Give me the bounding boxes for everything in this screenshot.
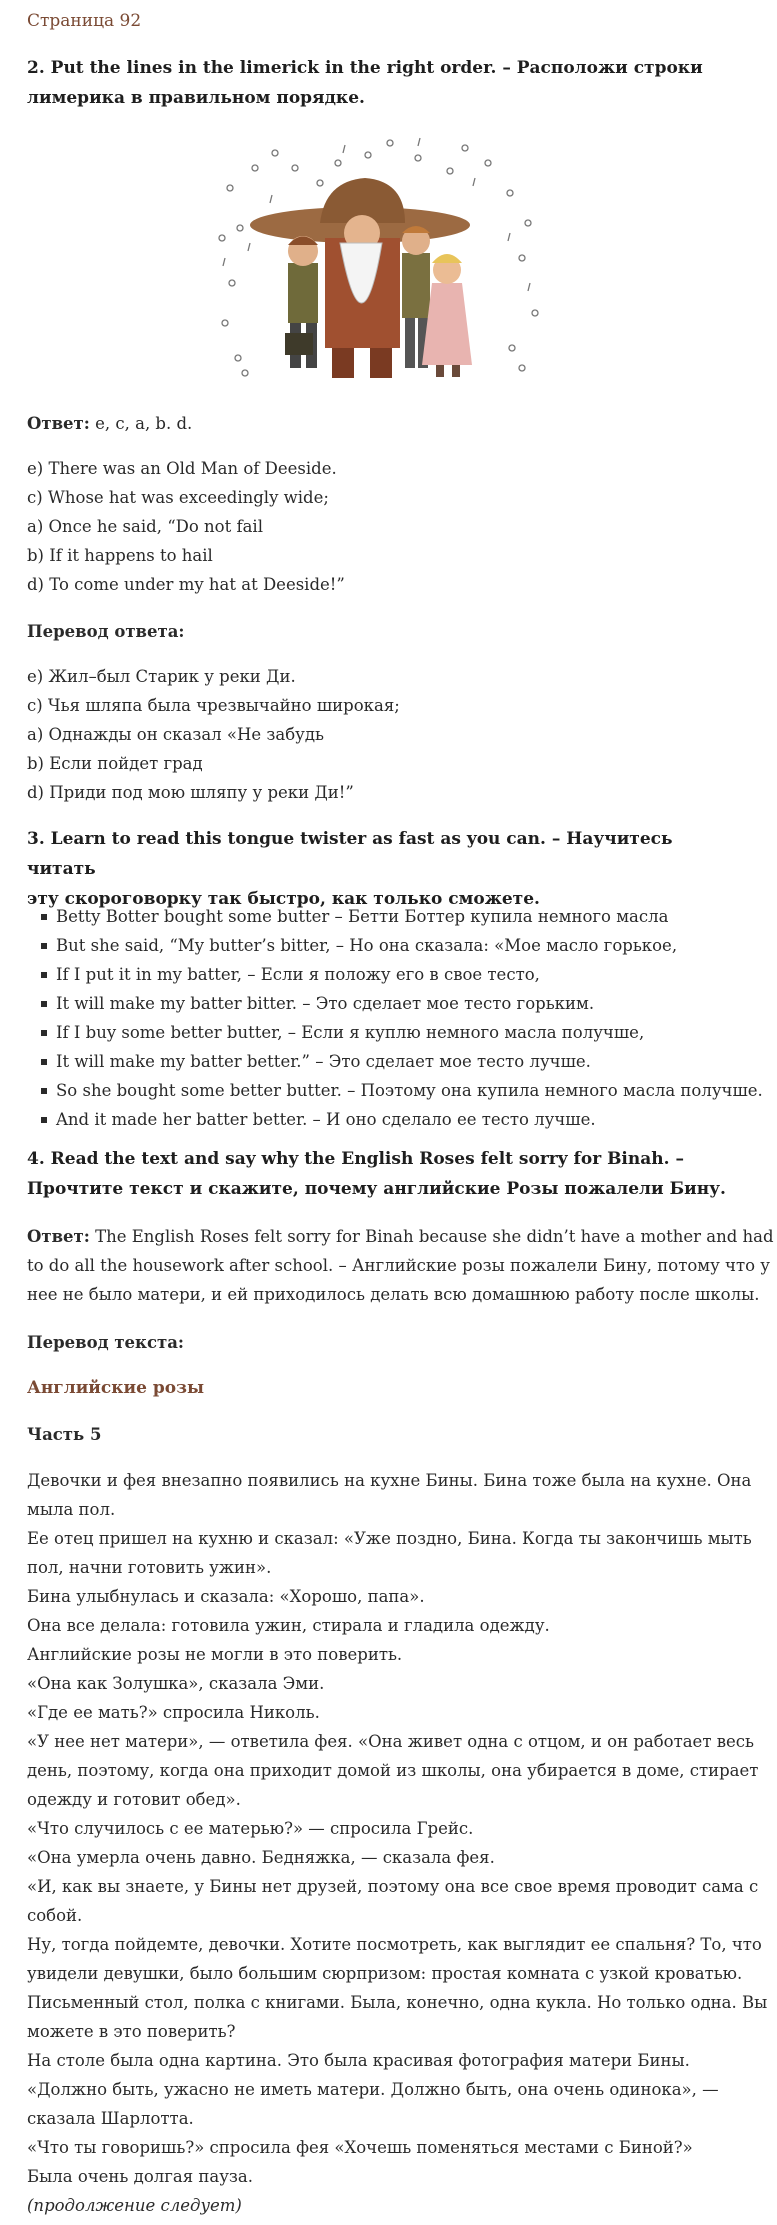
tongue-twister-list [56, 902, 763, 1134]
story-line: собой. [27, 1906, 83, 1925]
story-line: пол, начни готовить ужин». [27, 1558, 272, 1577]
list-item: So she bought some better butter. – Поэтому она купила немного масла получше. [56, 1076, 756, 1105]
task4-heading-line1: 4. Read the text and say why the English Roses felt sorry for Binah. – [27, 1149, 684, 1169]
task4-heading-line2: Прочтите текст и скажите, почему английские Розы пожалели Бину. [27, 1179, 726, 1199]
task4-heading [27, 1144, 747, 1204]
task4-translation-label: Перевод текста: [27, 1333, 185, 1352]
story-line: сказала Шарлотта. [27, 2109, 194, 2128]
task2-answer [27, 409, 757, 438]
limerick-line: d) To come under my hat at Deeside!” [27, 575, 345, 594]
task2-answer-value: e, c, a, b. d. [89, 414, 193, 433]
limerick-line: b) If it happens to hail [27, 546, 213, 565]
part-label: Часть 5 [27, 1425, 102, 1444]
list-item: If I buy some better butter, – Если я куплю немного масла получше, [56, 1018, 756, 1047]
story-line: одежду и готовит обед». [27, 1790, 241, 1809]
list-item: It will make my batter bitter. – Это сделает мое тесто горьким. [56, 989, 756, 1018]
story-line: Она все делала: готовила ужин, стирала и гладила одежду. [27, 1616, 550, 1635]
story-line: «Она как Золушка», сказала Эми. [27, 1674, 325, 1693]
task4-answer-text: to do all the housework after school. – Английские розы пожалели Бину, потому что у [27, 1256, 770, 1275]
task3-heading-line2: эту скороговорку так быстро, как только сможете. [27, 889, 540, 909]
story-line: «Что случилось с ее матерью?» — спросила Грейс. [27, 1819, 474, 1838]
task4-answer-text: The English Roses felt sorry for Binah because she didn’t have a mother and had [89, 1227, 774, 1246]
limerick-translation-lines [27, 662, 747, 807]
task4-answer-label: Ответ: [27, 1227, 90, 1246]
limerick-line: e) There was an Old Man of Deeside. [27, 459, 337, 478]
translation-line: c) Чья шляпа была чрезвычайно широкая; [27, 696, 400, 715]
task3-heading [27, 824, 747, 914]
translation-line: e) Жил–был Старик у реки Ди. [27, 667, 296, 686]
bullet-icon [41, 1059, 47, 1065]
story-line: Ее отец пришел на кухню и сказал: «Уже поздно, Бина. Когда ты закончишь мыть [27, 1529, 752, 1548]
limerick-lines [27, 454, 747, 599]
task2-answer-label: Ответ: [27, 414, 90, 433]
story-line: Английские розы не могли в это поверить. [27, 1645, 403, 1664]
task4-answer-text: нее не было матери, и ей приходилось делать всю домашнюю работу после школы. [27, 1285, 760, 1304]
task2-translation-label: Перевод ответа: [27, 622, 185, 641]
task2-heading [27, 53, 747, 113]
list-item: If I put it in my batter, – Если я положу его в свое тесто, [56, 960, 756, 989]
bullet-icon [41, 1088, 47, 1094]
story-line: Девочки и фея внезапно появились на кухне Бины. Бина тоже была на кухне. Она [27, 1471, 752, 1490]
list-item: And it made her batter better. – И оно сделало ее тесто лучше. [56, 1105, 756, 1134]
page-label: Страница 92 [27, 11, 142, 31]
story-title: Английские розы [27, 1378, 204, 1398]
bullet-icon [41, 1001, 47, 1007]
list-item: It will make my batter better.” – Это сделает мое тесто лучше. [56, 1047, 756, 1076]
story-line: Была очень долгая пауза. [27, 2167, 253, 2186]
translation-line: d) Приди под мою шляпу у реки Ди!” [27, 783, 354, 802]
story-line: мыла пол. [27, 1500, 116, 1519]
bullet-icon [41, 1117, 47, 1123]
bullet-icon [41, 914, 47, 920]
limerick-illustration [210, 133, 560, 385]
story-text [27, 1466, 768, 2220]
limerick-line: c) Whose hat was exceedingly wide; [27, 488, 329, 507]
task3-heading-line1: 3. Learn to read this tongue twister as fast as you can. – Научитесь читать [27, 829, 673, 879]
bullet-icon [41, 943, 47, 949]
translation-line: a) Однажды он сказал «Не забудь [27, 725, 324, 744]
translation-line: b) Если пойдет град [27, 754, 203, 773]
story-line: увидели девушки, было большим сюрпризом: простая комната с узкой кроватью. [27, 1964, 743, 1983]
story-line: Письменный стол, полка с книгами. Была, конечно, одна кукла. Но только одна. Вы [27, 1993, 768, 2012]
story-line: На столе была одна картина. Это была красивая фотография матери Бины. [27, 2051, 690, 2070]
continued-note: (продолжение следует) [27, 2196, 242, 2215]
story-line: можете в это поверить? [27, 2022, 236, 2041]
list-item: Betty Botter bought some butter – Бетти Боттер купила немного масла [56, 902, 756, 931]
limerick-line: a) Once he said, “Do not fail [27, 517, 263, 536]
story-line: день, поэтому, когда она приходит домой из школы, она убирается в доме, стирает [27, 1761, 759, 1780]
list-item: But she said, “My butter’s bitter, – Но она сказала: «Мое масло горькое, [56, 931, 756, 960]
story-line: Ну, тогда пойдемте, девочки. Хотите посмотреть, как выглядит ее спальня? То, что [27, 1935, 762, 1954]
story-line: «Она умерла очень давно. Бедняжка, — сказала фея. [27, 1848, 495, 1867]
task2-heading-line2: лимерика в правильном порядке. [27, 88, 365, 108]
story-line: «У нее нет матери», — ответила фея. «Она живет одна с отцом, и он работает весь [27, 1732, 754, 1751]
story-line: «И, как вы знаете, у Бины нет друзей, поэтому она все свое время проводит сама с [27, 1877, 759, 1896]
task4-answer [27, 1222, 774, 1309]
story-line: Бина улыбнулась и сказала: «Хорошо, папа». [27, 1587, 425, 1606]
story-line: «Что ты говоришь?» спросила фея «Хочешь поменяться местами с Биной?» [27, 2138, 693, 2157]
story-line: «Должно быть, ужасно не иметь матери. Должно быть, она очень одинока», — [27, 2080, 719, 2099]
story-line: «Где ее мать?» спросила Николь. [27, 1703, 320, 1722]
task2-heading-line1: 2. Put the lines in the limerick in the right order. – Расположи строки [27, 58, 703, 78]
bullet-icon [41, 972, 47, 978]
bullet-icon [41, 1030, 47, 1036]
